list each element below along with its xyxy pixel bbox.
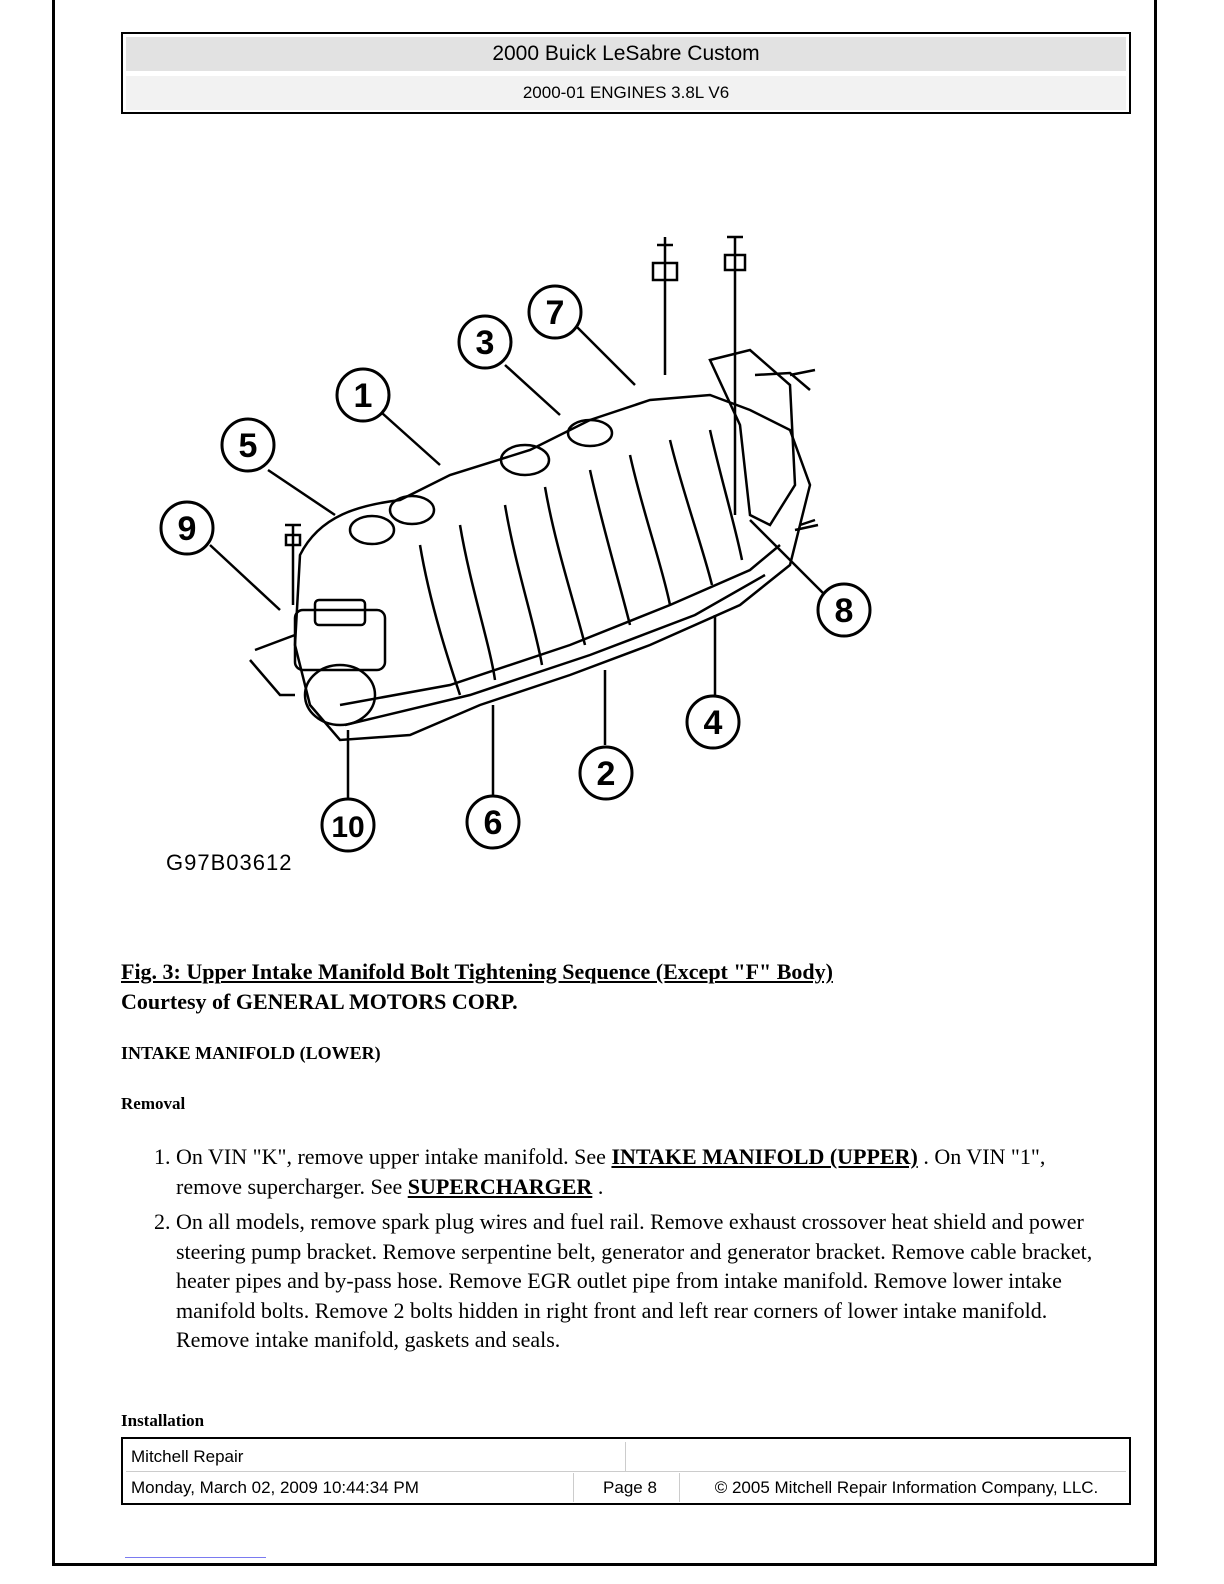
section-heading: INTAKE MANIFOLD (LOWER) xyxy=(121,1043,381,1063)
intake-manifold-upper-link[interactable]: INTAKE MANIFOLD (UPPER) xyxy=(611,1144,918,1169)
footer-copyright: © 2005 Mitchell Repair Information Company, LLC. xyxy=(714,1478,1099,1497)
step-1-text-b: . On VIN "1", remove supercharger. See xyxy=(176,1144,1046,1199)
section-subtitle: 2000-01 ENGINES 3.8L V6 xyxy=(126,76,1126,110)
callout-4-label: 4 xyxy=(703,704,723,742)
figure-caption-title: Fig. 3: Upper Intake Manifold Bolt Tightening Sequence (Except "F" Body) xyxy=(121,959,833,984)
callout-5 xyxy=(222,419,274,471)
step-1 xyxy=(176,1142,1096,1201)
installation-heading: Installation xyxy=(121,1411,205,1430)
removal-steps xyxy=(121,1142,1096,1361)
footer-page-number: Page 8 xyxy=(576,1473,680,1502)
footer-divider xyxy=(126,1471,1126,1472)
callout-2 xyxy=(580,747,632,799)
step-1-text-c: . xyxy=(592,1173,604,1199)
callout-7 xyxy=(529,286,581,338)
callout-6 xyxy=(467,796,519,848)
callout-1 xyxy=(337,369,389,421)
callout-9-label: 9 xyxy=(177,510,197,548)
callout-8 xyxy=(818,584,870,636)
figure-courtesy: Courtesy of GENERAL MOTORS CORP. xyxy=(121,989,518,1014)
document-footer xyxy=(121,1437,1131,1505)
step-2 xyxy=(176,1207,1096,1355)
callout-1-label: 1 xyxy=(353,377,373,415)
manifold-diagram xyxy=(150,225,910,890)
callout-4 xyxy=(687,696,739,748)
callout-9 xyxy=(161,502,213,554)
step-1-text-a: On VIN "K", remove upper intake manifold. See xyxy=(176,1144,612,1169)
vehicle-title: 2000 Buick LeSabre Custom xyxy=(126,37,1126,71)
callout-8-label: 8 xyxy=(834,592,854,630)
footer-source: Mitchell Repair xyxy=(126,1442,626,1471)
callout-3-label: 3 xyxy=(475,324,495,362)
figure-caption xyxy=(121,957,833,1017)
footer-blank-cell xyxy=(628,1442,1126,1471)
callout-2-label: 2 xyxy=(596,755,616,793)
callout-circles xyxy=(161,286,870,851)
step-2-text: On all models, remove spark plug wires and fuel rail. Remove exhaust crossover heat shield and power steering pump bracket. Remove serpentine belt, generator and generator bracket. Remove cable bracket, heater pipes and by-pass hose. Remove EGR outlet pipe from intake manifold. Remove lower intake manifold bolts. Remove 2 bolts hidden in right front and left rear corners of lower intake manifold. Remove intake manifold, gaskets and seals. xyxy=(176,1209,1093,1352)
removal-heading: Removal xyxy=(121,1094,186,1113)
footer-datetime: Monday, March 02, 2009 10:44:34 PM xyxy=(126,1473,574,1502)
bottom-rule xyxy=(125,1557,266,1558)
callout-10-label: 10 xyxy=(331,811,365,844)
document-header xyxy=(121,32,1131,114)
supercharger-link[interactable]: SUPERCHARGER xyxy=(407,1173,593,1199)
callout-5-label: 5 xyxy=(238,427,258,465)
callout-10 xyxy=(322,799,374,851)
callout-7-label: 7 xyxy=(545,294,565,332)
callout-6-label: 6 xyxy=(483,804,503,842)
callout-3 xyxy=(459,316,511,368)
figure-code: G97B03612 xyxy=(166,850,293,875)
